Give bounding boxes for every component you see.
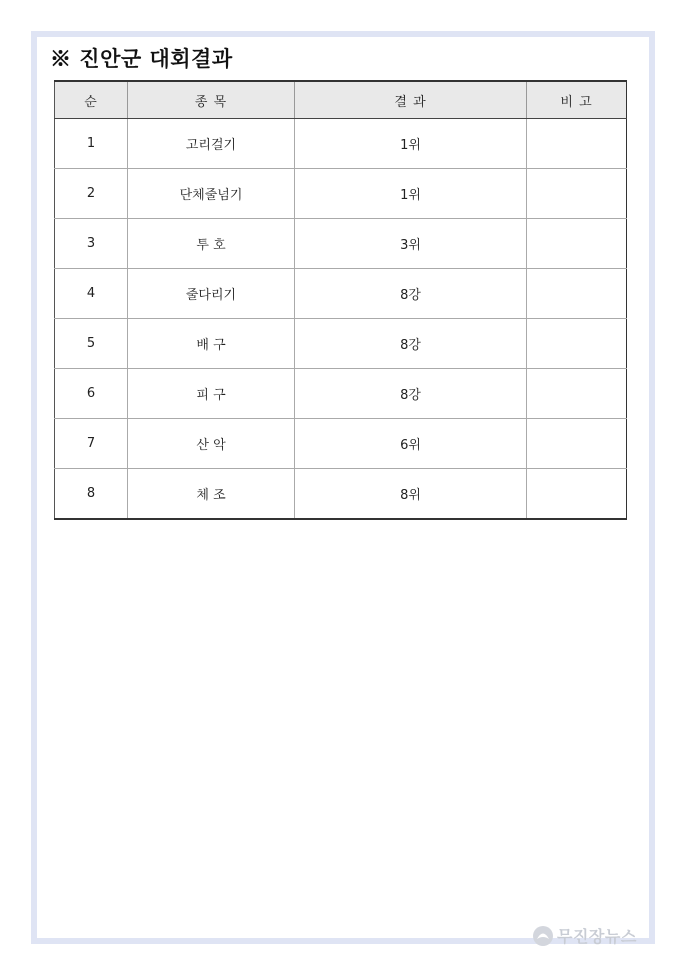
- cell-rank: 7: [55, 419, 128, 469]
- cell-rank: 8: [55, 469, 128, 520]
- cell-rank: 4: [55, 269, 128, 319]
- cell-event: 체 조: [128, 469, 295, 520]
- header-rank: 순: [55, 81, 128, 119]
- page-title: ※ 진안군 대회결과: [50, 46, 233, 71]
- cell-rank: 3: [55, 219, 128, 269]
- cell-note: [527, 169, 627, 219]
- cell-note: [527, 419, 627, 469]
- cell-note: [527, 119, 627, 169]
- watermark-text: 무진장뉴스: [557, 927, 637, 946]
- table-row: [55, 319, 627, 369]
- cell-rank: 1: [55, 119, 128, 169]
- cell-note: [527, 469, 627, 520]
- cell-result: 8강: [295, 269, 527, 319]
- table-row: [55, 469, 627, 520]
- cell-rank: 5: [55, 319, 128, 369]
- header-result: 결 과: [295, 81, 527, 119]
- cell-result: 1위: [295, 119, 527, 169]
- cell-note: [527, 369, 627, 419]
- table-row: [55, 219, 627, 269]
- cell-event: 고리걸기: [128, 119, 295, 169]
- cell-result: 8강: [295, 369, 527, 419]
- cell-result: 8강: [295, 319, 527, 369]
- table-header-row: [55, 81, 627, 119]
- cell-event: 투 호: [128, 219, 295, 269]
- cell-event: 단체줄넘기: [128, 169, 295, 219]
- table-row: [55, 269, 627, 319]
- cell-event: 피 구: [128, 369, 295, 419]
- cell-event: 배 구: [128, 319, 295, 369]
- cell-rank: 2: [55, 169, 128, 219]
- table-row: [55, 169, 627, 219]
- header-note: 비 고: [527, 81, 627, 119]
- leaf-logo-icon: [532, 925, 554, 947]
- cell-note: [527, 319, 627, 369]
- cell-result: 1위: [295, 169, 527, 219]
- table-row: [55, 119, 627, 169]
- table-row: [55, 419, 627, 469]
- cell-result: 6위: [295, 419, 527, 469]
- watermark: [532, 924, 637, 947]
- cell-result: 8위: [295, 469, 527, 520]
- results-table: [54, 80, 627, 520]
- cell-note: [527, 219, 627, 269]
- cell-event: 산 악: [128, 419, 295, 469]
- table-row: [55, 369, 627, 419]
- cell-event: 줄다리기: [128, 269, 295, 319]
- cell-result: 3위: [295, 219, 527, 269]
- cell-note: [527, 269, 627, 319]
- header-event: 종 목: [128, 81, 295, 119]
- cell-rank: 6: [55, 369, 128, 419]
